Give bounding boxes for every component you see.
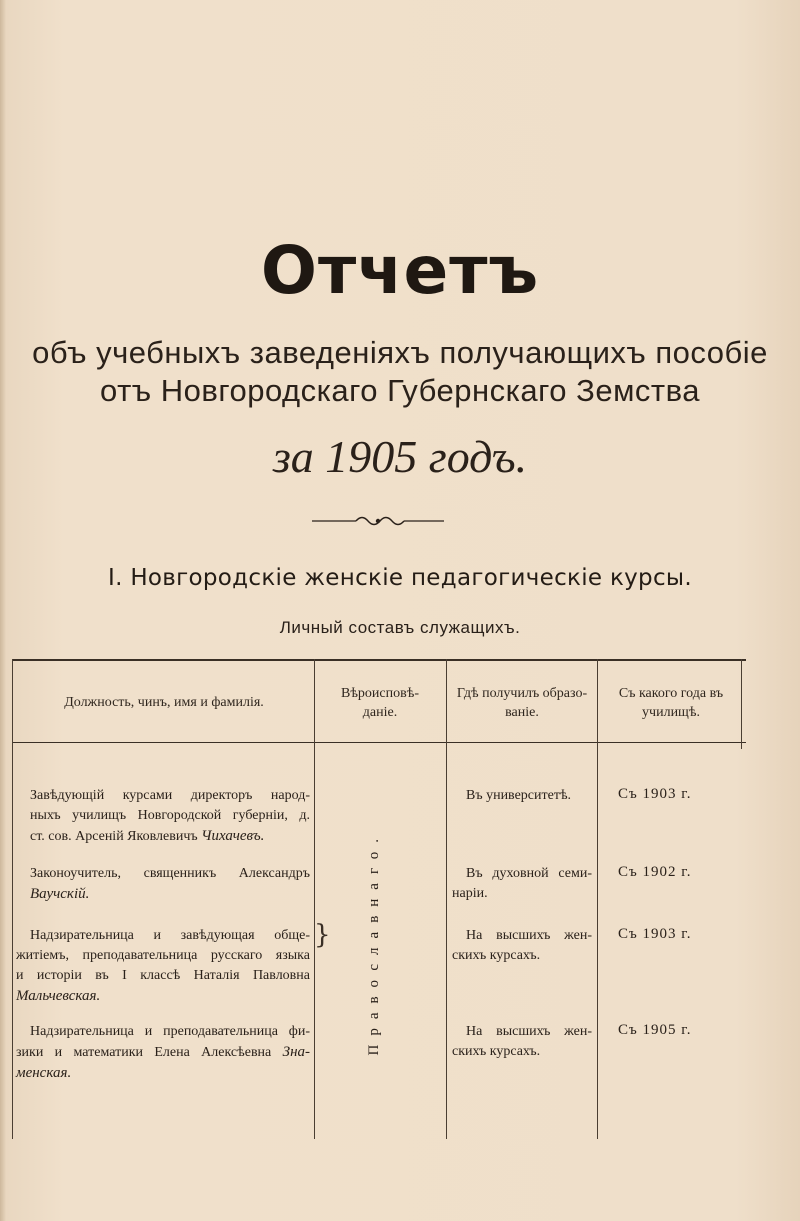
- table-row: [30, 786, 310, 847]
- education-line: наріи.: [452, 886, 488, 901]
- since-cell: Съ 1905 г.: [618, 1022, 692, 1038]
- since-cell: Съ 1903 г.: [618, 926, 692, 942]
- position-line-with-name: [30, 826, 310, 847]
- position-line: и исторіи въ I классѣ Наталія Павловна: [16, 968, 310, 983]
- table-row: [30, 864, 310, 905]
- religion-common-value: Православнаго.: [366, 830, 382, 1056]
- position-line: Надзирательница и завѣдующая обще-: [30, 928, 310, 943]
- table-header-rule: [12, 742, 746, 743]
- table-row: [16, 926, 310, 1007]
- position-line: зики и математики Елена Алексѣевна: [16, 1045, 272, 1060]
- education-line: скихъ курсахъ.: [452, 948, 541, 963]
- position-surname: Зна-менская.: [16, 1044, 311, 1081]
- section-heading: I. Новгородскіе женскіе педагогическіе курсы.: [108, 565, 692, 591]
- report-title: Отчетъ: [260, 232, 540, 309]
- education-line: скихъ курсахъ.: [452, 1044, 541, 1059]
- position-surname: Чихачевъ.: [201, 828, 265, 844]
- position-surname: Ваучскій.: [30, 886, 90, 902]
- position-line: житіемъ, преподавательница русскаго языка: [16, 948, 310, 963]
- position-line: ныхъ училищъ Новгородской губерніи, д.: [30, 808, 310, 823]
- education-cell: [452, 1022, 592, 1062]
- education-line: На высшихъ жен-: [466, 928, 592, 943]
- table-row: [16, 1022, 310, 1084]
- position-line: Завѣдующій курсами директоръ народ-: [30, 788, 310, 803]
- table-column-divider-3: [446, 659, 447, 1139]
- education-cell: [452, 926, 592, 966]
- header-position: Должность, чинъ, имя и фамилія.: [64, 695, 264, 710]
- education-cell: [452, 864, 592, 904]
- education-line: Въ университетѣ.: [466, 788, 572, 803]
- table-column-divider-1: [12, 659, 13, 1139]
- personnel-heading: Личный составъ служащихъ.: [279, 618, 521, 637]
- education-cell: [466, 786, 592, 806]
- curly-brace-icon: }: [314, 920, 331, 950]
- decorative-divider-icon: [312, 510, 444, 532]
- header-since: Съ какого года въ училищѣ.: [618, 686, 724, 720]
- position-surname: Мальчевская.: [16, 988, 101, 1004]
- education-line: На высшихъ жен-: [466, 1024, 592, 1039]
- position-line: ст. сов. Арсеній Яковлевичъ: [30, 829, 198, 844]
- report-year: за 1905 годъ.: [272, 431, 528, 482]
- position-line-with-name: [16, 1042, 310, 1084]
- position-line: Законоучитель, священникъ Александръ: [30, 866, 310, 881]
- header-religion: Вѣроисповѣ-даніе.: [340, 686, 419, 720]
- header-education: Гдѣ получилъ образо-ваніе.: [456, 686, 588, 720]
- table-column-divider-4: [597, 659, 598, 1139]
- table-top-rule: [12, 659, 746, 661]
- position-line: Надзирательница и преподавательница фи-: [30, 1024, 310, 1039]
- education-line: Въ духовной семи-: [466, 866, 592, 881]
- table-column-divider-2: [314, 659, 315, 1139]
- table-column-divider-5: [741, 659, 742, 749]
- position-line-with-name: [16, 986, 310, 1007]
- report-subtitle-line-2: отъ Новгородскаго Губернскаго Земства: [100, 373, 700, 408]
- page-edge-shadow: [0, 0, 6, 1221]
- position-line-with-name: [30, 884, 310, 905]
- since-cell: Съ 1902 г.: [618, 864, 692, 880]
- since-cell: Съ 1903 г.: [618, 786, 692, 802]
- report-subtitle-line-1: объ учебныхъ заведеніяхъ получающихъ пособіе: [32, 335, 768, 370]
